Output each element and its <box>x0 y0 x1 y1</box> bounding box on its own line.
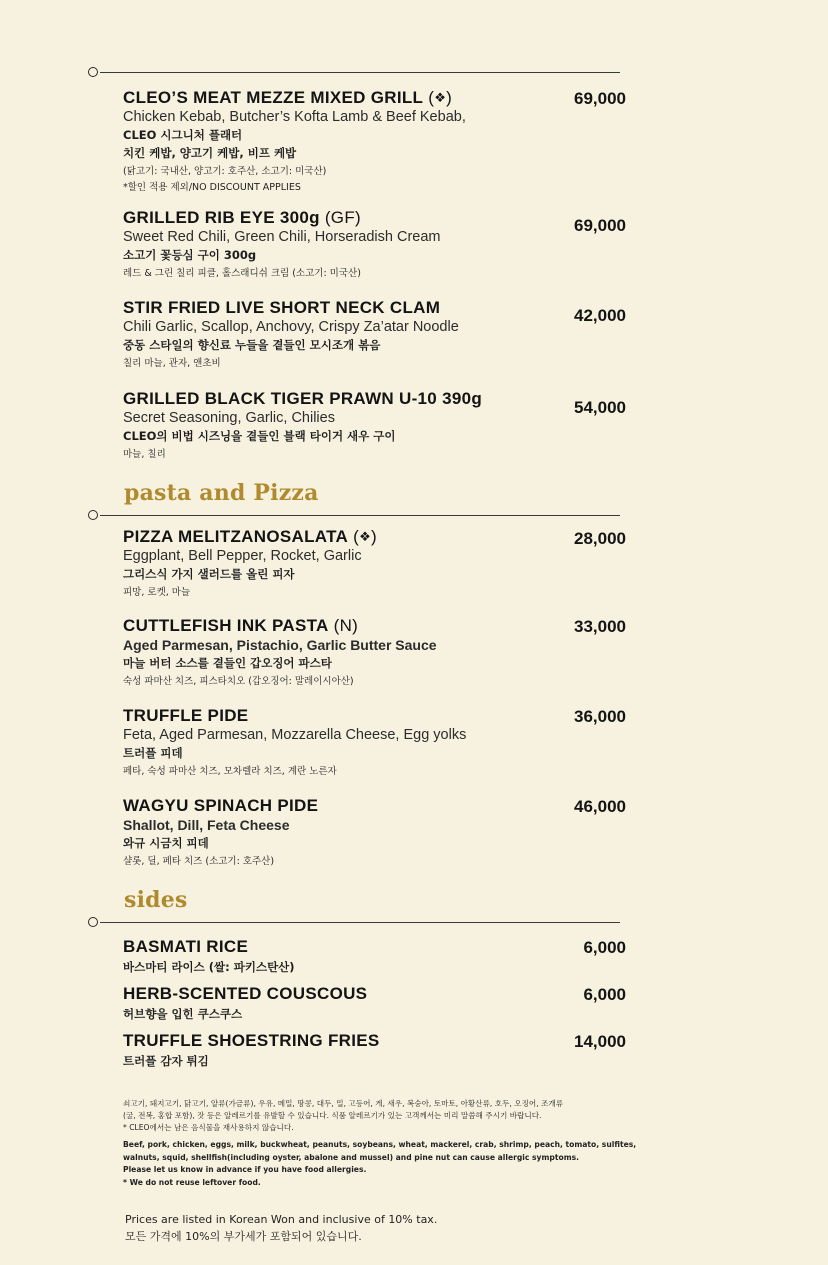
menu-item <box>123 389 628 460</box>
price-note-ko: 모든 가격에 10%의 부가세가 포함되어 있습니다. <box>125 1230 362 1243</box>
menu-item-korean-detail: 칠리 마늘, 관자, 앤초비 <box>123 358 221 369</box>
leftover-notice-en: * We do not reuse leftover food. <box>123 1177 261 1187</box>
section-divider-pasta <box>88 509 620 523</box>
menu-item-description: Feta, Aged Parmesan, Mozzarella Cheese, Egg yolks <box>123 727 467 743</box>
allergy-notice-ko-line: 쇠고기, 돼지고기, 닭고기, 알류(가금류), 우유, 메밀, 땅콩, 대두, 밀, 고등어, 게, 새우, 복숭아, 토마토, 아황산류, 호두, 오징어, 조개류 <box>123 1099 564 1108</box>
menu-item <box>123 616 628 687</box>
menu-item-price: 6,000 <box>583 985 626 1004</box>
price-footer <box>125 1211 437 1245</box>
allergy-notice-en-line: walnuts, squid, shellfish(including oyster, abalone and mussel) and pine nut can cause allergic symptoms. <box>123 1152 580 1162</box>
menu-item <box>123 706 628 777</box>
menu-item-korean-detail: 피망, 로켓, 마늘 <box>123 587 191 598</box>
menu-item-korean-detail: 레드 & 그린 칠리 피클, 홀스래디쉬 크림 (소고기: 미국산) <box>123 268 361 279</box>
menu-item-name: TRUFFLE PIDE <box>123 706 249 725</box>
menu-item <box>123 984 628 1022</box>
menu-item-price: 69,000 <box>574 216 626 235</box>
menu-item-name: STIR FRIED LIVE SHORT NECK CLAM <box>123 298 441 317</box>
menu-item-description: Chili Garlic, Scallop, Anchovy, Crispy Za’atar Noodle <box>123 319 459 335</box>
menu-item <box>123 1031 628 1069</box>
menu-item <box>123 298 628 369</box>
menu-item-name: GRILLED RIB EYE 300g (GF) <box>123 208 361 227</box>
allergy-notice-en-line: Beef, pork, chicken, eggs, milk, buckwheat, peanuts, soybeans, wheat, mackerel, crab, shrimp, peach, tomato, sulfites, <box>123 1140 637 1149</box>
menu-item-korean-name: 트러플 피데 <box>123 746 183 760</box>
section-title-sides: sides <box>124 887 188 913</box>
menu-item <box>123 88 628 193</box>
menu-item <box>123 937 628 975</box>
menu-item-korean-name: 와규 시금치 피데 <box>123 836 209 850</box>
menu-item-discount-note: *할인 적용 제외/NO DISCOUNT APPLIES <box>123 182 301 193</box>
menu-item <box>123 527 628 598</box>
menu-item-korean-name: 트러플 감자 튀김 <box>123 1054 209 1068</box>
menu-item-description: Chicken Kebab, Butcher’s Kofta Lamb & Beef Kebab, <box>123 109 466 125</box>
menu-item-korean-name: 허브향을 입힌 쿠스쿠스 <box>123 1007 243 1021</box>
signature-dish-icon: ❖ <box>434 90 447 105</box>
allergy-notice <box>123 1098 643 1189</box>
menu-item-description: Sweet Red Chili, Green Chili, Horseradish Cream <box>123 229 441 245</box>
section-divider-top <box>88 66 620 80</box>
menu-item-name: GRILLED BLACK TIGER PRAWN U-10 390g <box>123 389 483 408</box>
price-note-en: Prices are listed in Korean Won and inclusive of 10% tax. <box>125 1213 438 1226</box>
divider-line <box>100 922 620 923</box>
menu-item-korean-detail: 페타, 숙성 파마산 치즈, 모차렐라 치즈, 계란 노른자 <box>123 766 337 777</box>
menu-item-price: 28,000 <box>574 529 626 548</box>
menu-item-korean-name: 중동 스타일의 향신료 누들을 곁들인 모시조개 볶음 <box>123 338 381 352</box>
menu-item-korean-subtitle: 치킨 케밥, 양고기 케밥, 비프 케밥 <box>123 146 297 160</box>
divider-ornament-icon <box>86 508 100 522</box>
signature-dish-icon: ❖ <box>359 529 372 544</box>
menu-item-name: PIZZA MELITZANOSALATA (❖) <box>123 527 377 546</box>
section-title-pasta: pasta and Pizza <box>124 480 319 506</box>
menu-item-name: CLEO’S MEAT MEZZE MIXED GRILL (❖) <box>123 88 453 107</box>
menu-item-korean-detail: 마늘, 칠리 <box>123 449 166 460</box>
menu-item-name: HERB-SCENTED COUSCOUS <box>123 984 368 1003</box>
menu-item-description: Aged Parmesan, Pistachio, Garlic Butter Sauce <box>123 637 437 653</box>
menu-item-price: 14,000 <box>574 1032 626 1051</box>
menu-item-korean-name: 마늘 버터 소스를 곁들인 갑오징어 파스타 <box>123 656 332 670</box>
menu-item-korean-name: 소고기 꽃등심 구이 300g <box>123 248 257 262</box>
menu-item-korean-name: CLEO의 비법 시즈닝을 곁들인 블랙 타이거 새우 구이 <box>123 429 396 443</box>
divider-line <box>100 72 620 73</box>
menu-item-price: 6,000 <box>583 938 626 957</box>
menu-item-korean-name: 그리스식 가지 샐러드를 올린 피자 <box>123 567 295 581</box>
menu-item-price: 69,000 <box>574 89 626 108</box>
menu-item-price: 36,000 <box>574 707 626 726</box>
divider-ornament-icon <box>86 915 100 929</box>
menu-item <box>123 796 628 867</box>
menu-item <box>123 208 628 279</box>
allergy-notice-en-line: Please let us know in advance if you have food allergies. <box>123 1165 367 1174</box>
menu-item-price: 42,000 <box>574 306 626 325</box>
menu-item-korean-detail: 숙성 파마산 치즈, 피스타치오 (갑오징어: 말레이시아산) <box>123 676 354 687</box>
menu-item-description: Shallot, Dill, Feta Cheese <box>123 817 290 833</box>
menu-item-name: BASMATI RICE <box>123 937 249 956</box>
menu-item-name: WAGYU SPINACH PIDE <box>123 796 319 815</box>
menu-item-price: 54,000 <box>574 398 626 417</box>
allergy-notice-ko-line: (굴, 전복, 홍합 포함), 잣 등은 알레르기를 유발할 수 있습니다. 식품 알레르기가 있는 고객께서는 미리 말씀해 주시기 바랍니다. <box>123 1111 542 1120</box>
menu-item-korean-name: 바스마티 라이스 (쌀: 파키스탄산) <box>123 960 295 974</box>
menu-item-price: 33,000 <box>574 617 626 636</box>
menu-item-name: TRUFFLE SHOESTRING FRIES <box>123 1031 380 1050</box>
menu-item-price: 46,000 <box>574 797 626 816</box>
menu-item-description: Secret Seasoning, Garlic, Chilies <box>123 410 335 426</box>
divider-ornament-icon <box>86 65 100 79</box>
menu-item-name: CUTTLEFISH INK PASTA (N) <box>123 616 359 635</box>
menu-item-korean-name: CLEO 시그니처 플래터 <box>123 128 243 142</box>
divider-line <box>100 515 620 516</box>
menu-item-korean-detail: 샬롯, 딜, 페타 치즈 (소고기: 호주산) <box>123 856 275 867</box>
menu-item-description: Eggplant, Bell Pepper, Rocket, Garlic <box>123 548 362 564</box>
menu-item-korean-detail: (닭고기: 국내산, 양고기: 호주산, 소고기: 미국산) <box>123 166 327 177</box>
section-divider-sides <box>88 916 620 930</box>
leftover-notice-ko: * CLEO에서는 남은 음식물을 재사용하지 않습니다. <box>123 1123 294 1132</box>
